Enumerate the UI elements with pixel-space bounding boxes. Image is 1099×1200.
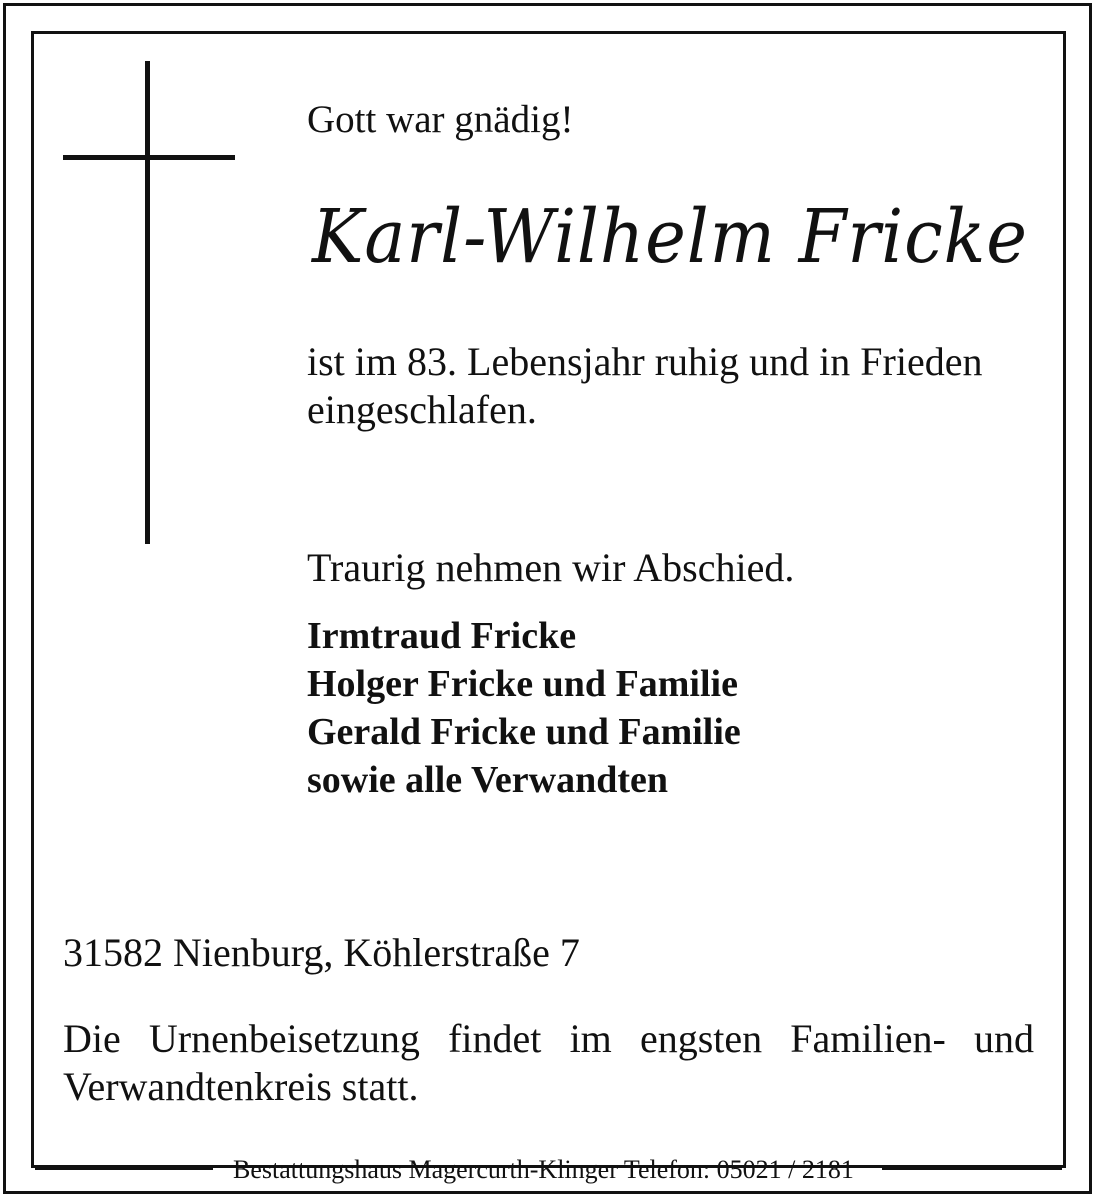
mourner-name: Holger Fricke und Familie: [307, 663, 738, 705]
cross-vertical-beam: [145, 61, 150, 544]
mourner-name: Gerald Fricke und Familie: [307, 711, 741, 753]
footer-rule-right: [882, 1167, 1062, 1170]
mourner-name: sowie alle Verwandten: [307, 759, 668, 801]
funeral-home-contact: Bestattungshaus Magercurth-Klinger Telefon: 05021 / 2181: [233, 1155, 854, 1184]
mourning-address: 31582 Nienburg, Köhlerstraße 7: [63, 930, 580, 975]
footer: [0, 1150, 1099, 1186]
mourners-list: [307, 612, 741, 804]
mourner-name: Irmtraud Fricke: [307, 615, 577, 657]
farewell-line: Traurig nehmen wir Abschied.: [307, 545, 795, 590]
burial-notice: Die Urnenbeisetzung findet im engsten Familien- und Verwandtenkreis statt.: [63, 1016, 1034, 1109]
motto: Gott war gnädig!: [307, 98, 574, 141]
cross-horizontal-beam: [63, 155, 235, 160]
footer-rule-left: [35, 1167, 213, 1170]
deceased-name: Karl-Wilhelm Fricke: [312, 194, 1028, 280]
death-message: ist im 83. Lebensjahr ruhig und in Frieden eingeschlafen.: [307, 339, 983, 432]
